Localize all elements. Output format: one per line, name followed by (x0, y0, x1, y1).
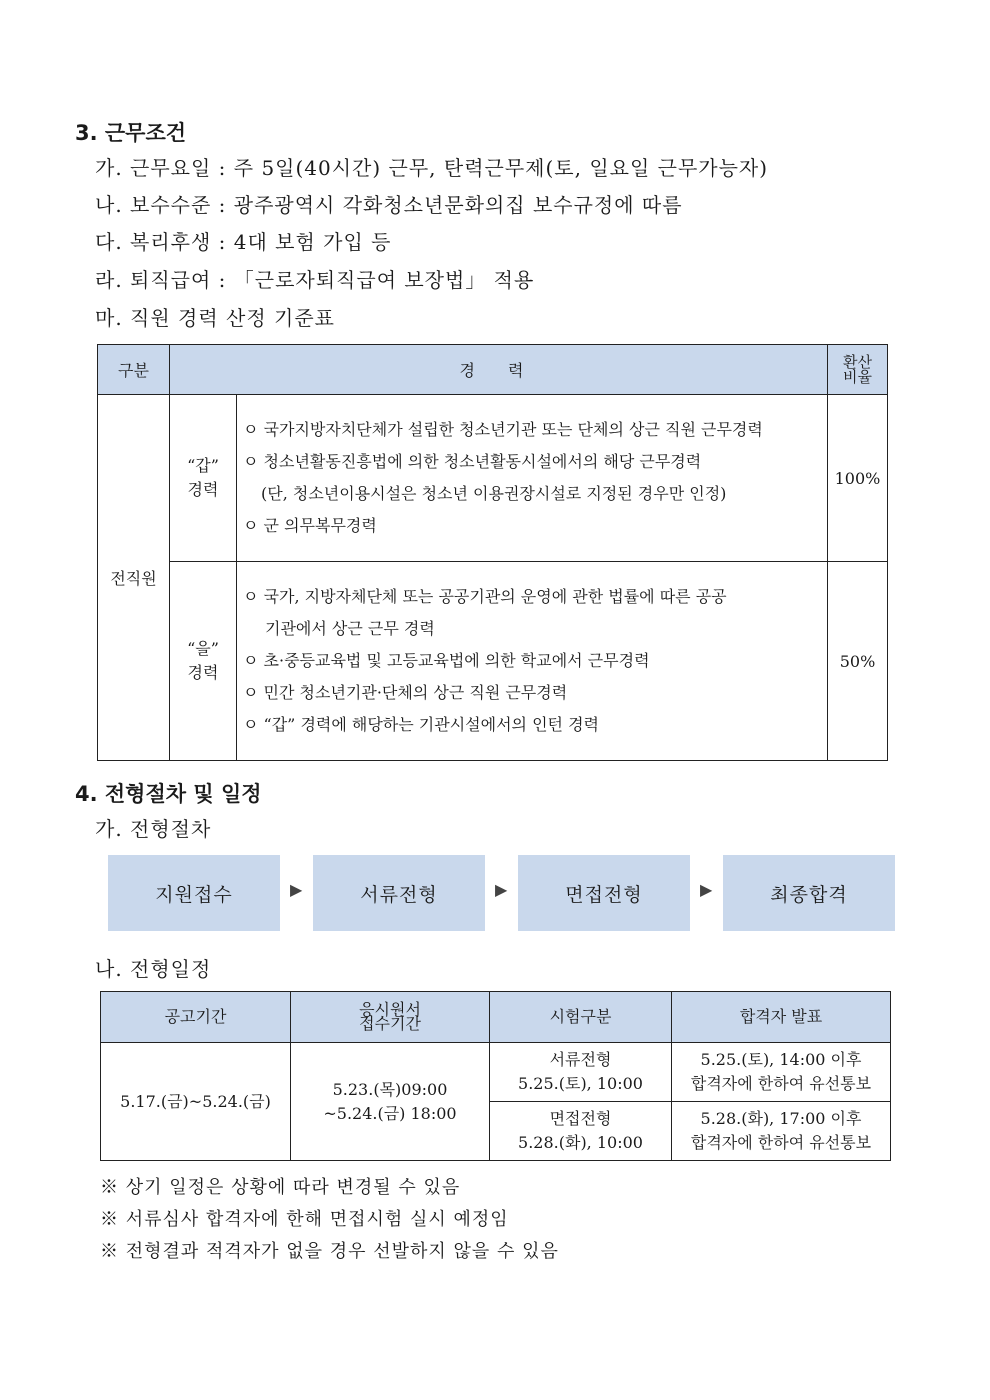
header-period: 공고기간 (101, 992, 291, 1043)
schedule-table (100, 991, 891, 1161)
result-interview-line2: 합격자에 한하여 유선통보 (690, 1133, 872, 1152)
header-apply-line1: 응시원서 (359, 1000, 421, 1019)
salary-line: 나. 보수수준 : 광주광역시 각화청소년문화의집 보수규정에 따름 (95, 193, 683, 217)
retirement-line: 라. 퇴직급여 : 「근로자퇴직급여 보장법」 적용 (95, 268, 535, 292)
header-ratio-line2: 비율 (843, 367, 872, 386)
apply-line1: 5.23.(목)09:00 (332, 1079, 448, 1099)
header-apply (291, 992, 490, 1043)
result-document-line1: 5.25.(토), 14:00 이후 (700, 1050, 862, 1069)
career-table-title: 마. 직원 경력 산정 기준표 (95, 306, 335, 330)
result-interview-line1: 5.28.(화), 17:00 이후 (700, 1109, 862, 1128)
exam-document-cell (490, 1043, 672, 1102)
apply-line2: ~5.24.(금) 18:00 (323, 1103, 457, 1123)
schedule-title: 나. 전형일정 (95, 957, 212, 981)
header-apply-line2: 접수기간 (359, 1014, 421, 1033)
list-item: 기관에서 상근 근무 경력 (265, 619, 435, 638)
apply-cell (291, 1043, 490, 1161)
list-item: ㅇ 초·중등교육법 및 고등교육법에 의한 학교에서 근무경력 (243, 651, 650, 670)
list-item: ㅇ 군 의무복무경력 (243, 516, 377, 535)
section3-title: 3. 근무조건 (75, 121, 187, 145)
table-row (98, 562, 888, 761)
ratio-eul-cell: 50% (828, 562, 888, 761)
list-item: ㅇ 국가, 지방자체단체 또는 공공기관의 운영에 관한 법률에 따른 공공 (243, 587, 727, 606)
exam-interview-cell (490, 1102, 672, 1161)
flow-step-final: 최종합격 (723, 855, 895, 931)
type-gap-line2: 경력 (187, 480, 219, 499)
career-table (97, 344, 888, 761)
work-days-line: 가. 근무요일 : 주 5일(40시간) 근무, 탄력근무제(토, 일요일 근무가능자) (95, 156, 769, 180)
category-cell: 전직원 (98, 395, 170, 761)
type-eul-cell (170, 562, 237, 761)
exam-document-line1: 서류전형 (549, 1050, 612, 1069)
type-eul-line2: 경력 (187, 663, 219, 682)
list-item: (단, 청소년이용시설은 청소년 이용권장시설로 지정된 경우만 인정) (261, 484, 727, 503)
result-interview-cell (672, 1102, 891, 1161)
result-document-cell (672, 1043, 891, 1102)
header-exam: 시험구분 (490, 992, 672, 1043)
procedure-title: 가. 전형절차 (95, 817, 212, 841)
header-category: 구분 (98, 345, 170, 395)
period-cell: 5.17.(금)~5.24.(금) (101, 1043, 291, 1161)
flow-step-interview: 면접전형 (518, 855, 690, 931)
arrow-right-icon: ▶ (700, 880, 713, 899)
ratio-gap-cell: 100% (828, 395, 888, 562)
flow-step-apply: 지원접수 (108, 855, 280, 931)
type-gap-cell (170, 395, 237, 562)
list-item: ㅇ 민간 청소년기관·단체의 상근 직원 근무경력 (243, 683, 568, 702)
table-row (98, 395, 888, 562)
gap-items-cell (237, 395, 828, 562)
arrow-right-icon: ▶ (290, 880, 303, 899)
eul-items-cell (237, 562, 828, 761)
note-interview: ※ 서류심사 합격자에 한해 면접시험 실시 예정임 (100, 1209, 509, 1230)
flow-step-document: 서류전형 (313, 855, 485, 931)
welfare-line: 다. 복리후생 : 4대 보험 가입 등 (95, 230, 392, 254)
list-item: ㅇ 국가지방자치단체가 설립한 청소년기관 또는 단체의 상근 직원 근무경력 (243, 420, 763, 439)
note-no-selection: ※ 전형결과 적격자가 없을 경우 선발하지 않을 수 있음 (100, 1241, 559, 1262)
list-item: ㅇ 청소년활동진흥법에 의한 청소년활동시설에서의 해당 근무경력 (243, 452, 702, 471)
arrow-right-icon: ▶ (495, 880, 508, 899)
section4-title: 4. 전형절차 및 일정 (75, 782, 262, 806)
header-result: 합격자 발표 (672, 992, 891, 1043)
exam-document-line2: 5.25.(토), 10:00 (518, 1074, 643, 1093)
header-career: 경 력 (170, 345, 828, 395)
table-row (101, 1043, 891, 1102)
header-ratio (828, 345, 888, 395)
exam-interview-line1: 면접전형 (549, 1109, 612, 1128)
type-gap-line1: “갑” (187, 456, 219, 475)
note-schedule-change: ※ 상기 일정은 상황에 따라 변경될 수 있음 (100, 1177, 461, 1198)
header-ratio-line1: 환산 (843, 352, 872, 371)
type-eul-line1: “을” (187, 639, 219, 658)
exam-interview-line2: 5.28.(화), 10:00 (518, 1133, 643, 1152)
result-document-line2: 합격자에 한하여 유선통보 (690, 1074, 872, 1093)
list-item: ㅇ “갑” 경력에 해당하는 기관시설에서의 인턴 경력 (243, 715, 599, 734)
